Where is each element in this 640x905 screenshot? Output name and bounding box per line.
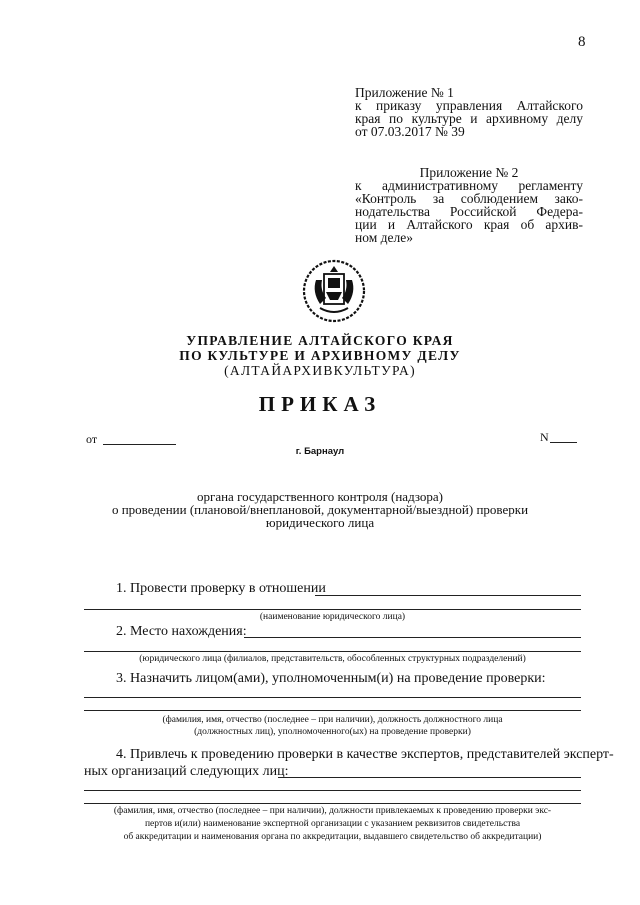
item-4-text-line-1: 4. Привлечь к проведению проверки в качестве экспертов, представителей эксперт- [116, 747, 614, 762]
heading-line-3: юридического лица [265, 515, 375, 530]
item-3-field-line-2 [84, 710, 581, 711]
item-2-text: 2. Место нахождения: [116, 624, 247, 639]
item-4-field-line-2 [84, 790, 581, 791]
item-4-text-line-2: ных организаций следующих лиц: [84, 764, 289, 779]
org-short-name: (АЛТАЙАРХИВКУЛЬТУРА) [224, 363, 416, 378]
coat-of-arms-emblem [302, 258, 366, 324]
item-1-hint: (наименование юридического лица) [259, 612, 406, 622]
heading-line-1: органа государственного контроля (надзора) [196, 489, 444, 504]
item-4-hint-2: пертов и(или) наименование экспертной организации с указанием реквизитов свидетельства [144, 819, 521, 829]
appendix-2-line: к административному регламенту [355, 178, 583, 193]
item-1-field-line-2 [84, 609, 581, 610]
item-3-hint-1: (фамилия, имя, отчество (последнее – при наличии), должность должностного лица [162, 715, 503, 725]
appendix-1-title: Приложение № 1 [355, 85, 454, 100]
item-4-field-line [278, 777, 581, 778]
org-name-line-2: ПО КУЛЬТУРЕ И АРХИВНОМУ ДЕЛУ [179, 348, 461, 363]
item-3-hint-2: (должностных лиц), уполномоченного(ых) на проведение проверки) [194, 727, 471, 737]
appendix-2-block [355, 166, 583, 244]
appendix-1-line: от 07.03.2017 № 39 [355, 124, 465, 139]
item-4-hint-1: (фамилия, имя, отчество (последнее – при наличии), должности привлекаемых к проведению проверки экс- [113, 806, 552, 816]
city-name: г. Барнаул [295, 446, 345, 457]
item-2-field-line-2 [84, 651, 581, 652]
appendix-2-title: Приложение № 2 [419, 165, 519, 180]
item-4-hint-3: об аккредитации и наименования органа по аккредитации, выдавшего свидетельство об аккредитации) [123, 832, 542, 842]
item-2-hint: (юридического лица (филиалов, представительств, обособленных структурных подразделений) [139, 654, 526, 664]
number-label: N [540, 430, 549, 444]
appendix-2-line: нодательства Российской Федера- [355, 204, 583, 219]
heading-line-2: о проведении (плановой/внеплановой, документарной/выездной) проверки [111, 502, 529, 517]
appendix-1-line: к приказу управления Алтайского [355, 98, 583, 113]
item-1-field-line [315, 595, 581, 596]
appendix-1-block [355, 86, 583, 138]
number-field-line [550, 442, 577, 443]
org-name-line-1: УПРАВЛЕНИЕ АЛТАЙСКОГО КРАЯ [186, 333, 454, 348]
appendix-2-line: «Контроль за соблюдением зако- [355, 191, 583, 206]
appendix-1-line: края по культуре и архивному делу [355, 111, 583, 126]
page-number: 8 [578, 34, 586, 50]
date-label: от [86, 432, 98, 446]
document-title: ПРИКАЗ [258, 392, 382, 416]
appendix-2-line: ном деле» [355, 230, 413, 245]
appendix-2-line: ции и Алтайского края об архив- [355, 217, 583, 232]
item-2-field-line [244, 637, 581, 638]
item-1-text: 1. Провести проверку в отношении [116, 581, 326, 596]
item-3-field-line [84, 697, 581, 698]
item-3-text: 3. Назначить лицом(ами), уполномоченным(и) на проведение проверки: [116, 671, 546, 686]
item-4-field-line-3 [84, 803, 581, 804]
date-field-line [103, 444, 176, 445]
